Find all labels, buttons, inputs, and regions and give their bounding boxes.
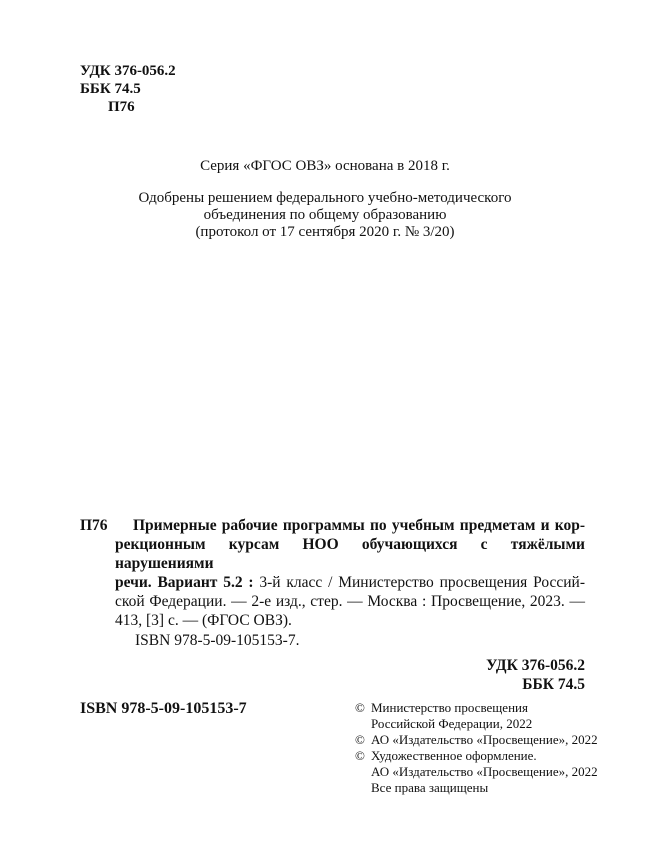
udk-code: УДК 376-056.2 [80,63,176,79]
copyright-lines [371,748,605,796]
approval-line: (протокол от 17 сентября 2020 г. № 3/20) [195,224,455,240]
copyright-line: АО «Издательство «Просвещение», 2022 [371,764,598,779]
copyright-line: Все права защищены [371,780,489,795]
copyright-symbol: © [355,732,365,747]
catalog-udk: УДК 376-056.2 [486,657,585,674]
catalog-line: ской Федерации. — 2-е изд., стер. — Москва : Просвещение, 2023. — [115,593,585,610]
copyright-entry [355,748,605,796]
series-note: Серия «ФГОС ОВЗ» основана в 2018 г. [200,158,450,174]
copyright-lines [371,700,605,732]
bbk-code: ББК 74.5 [80,81,141,97]
catalog-entry [80,516,585,694]
copyright-line: Министерство просвещения [371,700,528,715]
catalog-line: Примерные рабочие программы по учебным предметам и кор- [133,517,585,534]
copyright-block [355,700,605,796]
catalog-isbn: ISBN 978-5-09-105153-7. [135,632,300,649]
catalog-line-bold-lead: речи. Вариант 5.2 : [115,574,260,591]
catalog-bbk: ББК 74.5 [522,676,585,693]
footer-isbn: ISBN 978-5-09-105153-7 [80,700,247,717]
copyright-symbol: © [355,700,365,715]
classification-block [80,62,176,116]
copyright-lines [371,732,605,748]
catalog-line: 413, [3] с. — (ФГОС ОВЗ). [115,612,292,629]
copyright-entry [355,700,605,732]
approval-note [0,190,650,241]
approval-line: объединения по общему образованию [203,207,447,223]
catalog-line [115,573,585,592]
catalog-line: рекционным курсам НОО обучающихся с тяжёлыми нарушениями [115,536,585,572]
author-sign-label: П76 [80,517,108,534]
catalog-text [115,516,585,650]
copyright-symbol: © [355,748,365,763]
author-sign: П76 [108,99,135,115]
copyright-line: Российской Федерации, 2022 [371,716,533,731]
copyright-line: Художественное оформление. [371,748,537,763]
copyright-line: АО «Издательство «Просвещение», 2022 [371,732,598,747]
approval-line: Одобрены решением федерального учебно-методического [138,190,512,206]
catalog-line-rest: 3-й класс / Министерство просвещения Россий- [259,574,585,591]
copyright-entry [355,732,605,748]
